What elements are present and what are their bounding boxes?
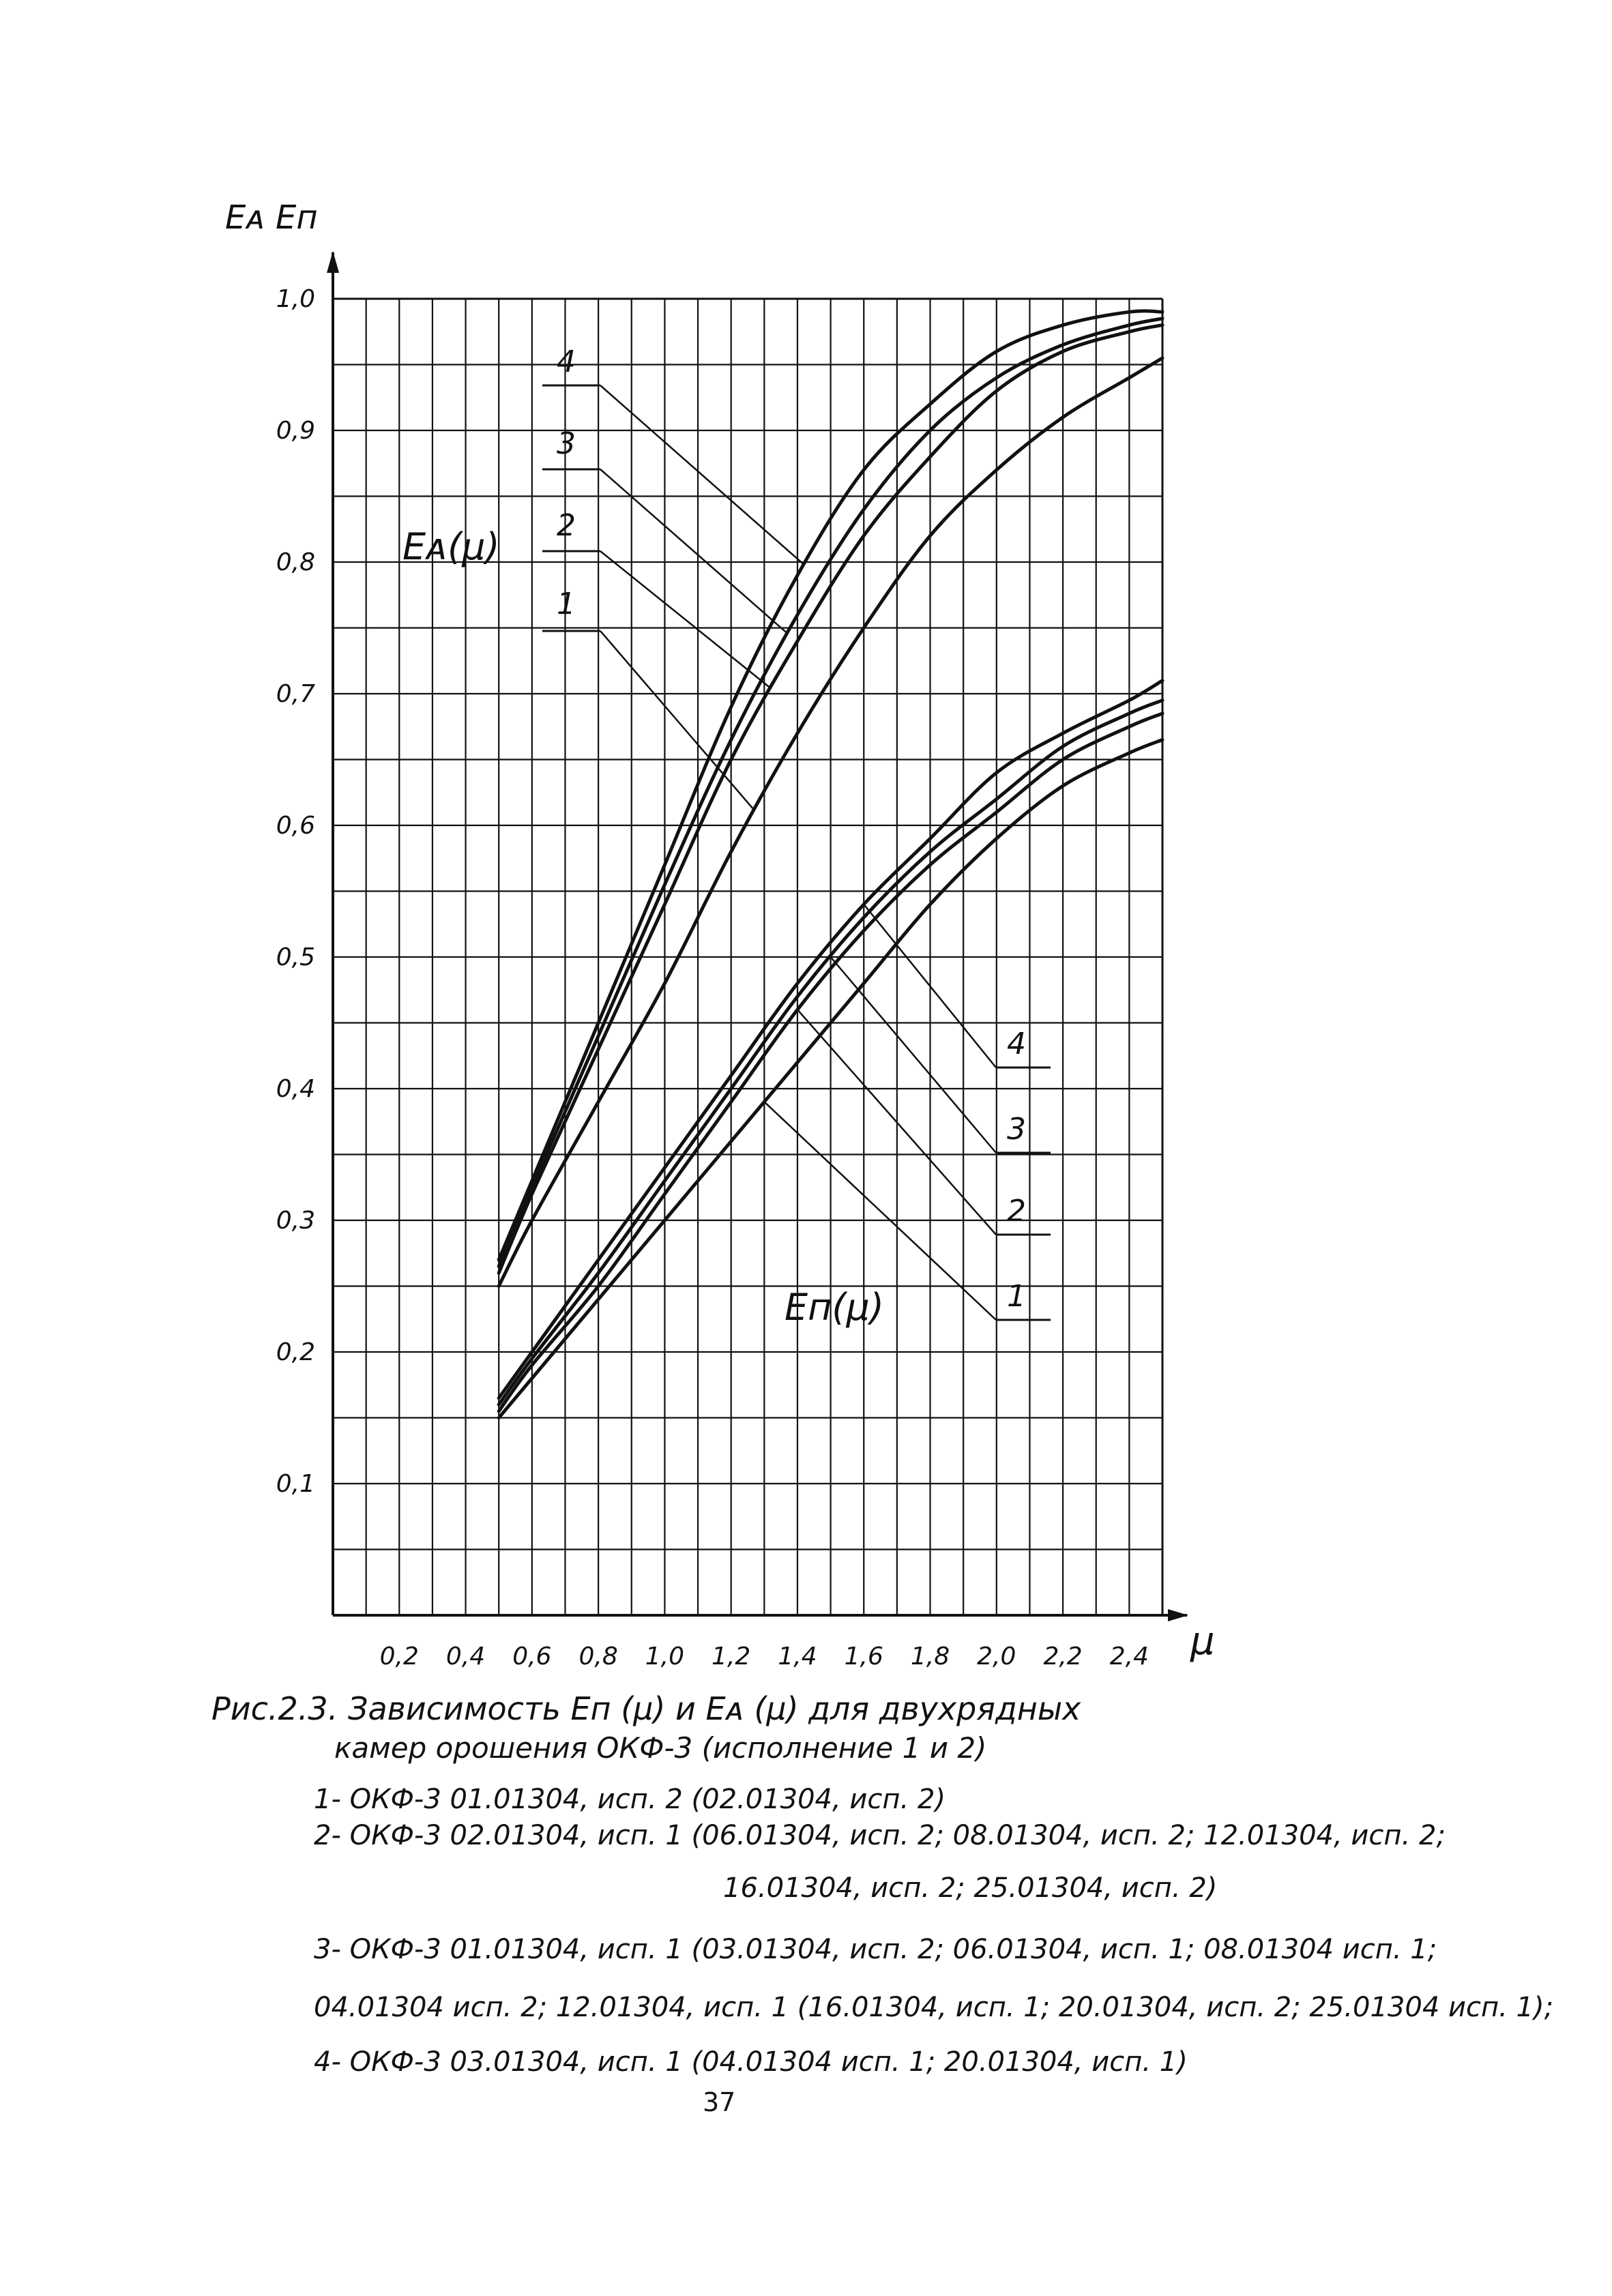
legend-line: 4- ОКФ-3 03.01304, исп. 1 (04.01304 исп. 1; 20.01304, исп. 1) (314, 2046, 1188, 2078)
callout-leader (600, 469, 787, 634)
legend-line: 3- ОКФ-3 01.01304, исп. 1 (03.01304, исп. 2; 06.01304, исп. 1; 08.01304 исп. 1; (314, 1934, 1437, 1965)
legend-line: 04.01304 исп. 2; 12.01304, исп. 1 (16.01304, исп. 1; 20.01304, исп. 2; 25.01304 исп. 1); (314, 1992, 1554, 2023)
curve-label: 4 (557, 344, 576, 379)
x-tick-label: 1,4 (778, 1643, 817, 1671)
y-tick-label: 0,1 (276, 1470, 315, 1498)
y-tick-label: 0,9 (276, 417, 315, 445)
x-tick-label: 1,8 (910, 1643, 950, 1671)
curve-label: 2 (557, 508, 576, 543)
x-axis-title: μ (1190, 1619, 1215, 1664)
y-tick-label: 0,4 (276, 1075, 315, 1103)
page-number: 37 (703, 2087, 736, 2117)
legend-line: 1- ОКФ-3 01.01304, исп. 2 (02.01304, исп. 2) (314, 1784, 946, 1815)
y-tick-label: 0,7 (276, 680, 315, 708)
x-tick-label: 0,4 (445, 1643, 486, 1671)
figure-caption-title: Рис.2.3. Зависимость Eп (μ) и Eᴀ (μ) для двухрядных (211, 1690, 1081, 1727)
tick-labels (276, 285, 1149, 1671)
callout-leader (831, 957, 996, 1153)
curve-label: 3 (557, 426, 576, 461)
legend-line: 2- ОКФ-3 02.01304, исп. 1 (06.01304, исп. 2; 08.01304, исп. 2; 12.01304, исп. 2; (314, 1820, 1446, 1851)
y-axis-title: Eᴀ Eп (225, 198, 318, 237)
x-tick-label: 1,0 (645, 1643, 685, 1671)
x-tick-label: 0,6 (512, 1643, 552, 1671)
y-tick-label: 0,8 (276, 548, 315, 576)
y-tick-label: 0,2 (276, 1338, 315, 1366)
group-label-ea: Eᴀ(μ) (402, 525, 500, 568)
x-tick-label: 1,6 (844, 1643, 883, 1671)
curve-label: 4 (1007, 1027, 1026, 1061)
x-tick-label: 0,2 (379, 1643, 419, 1671)
y-tick-label: 1,0 (276, 285, 315, 313)
x-tick-label: 2,0 (977, 1643, 1016, 1671)
curve-label: 1 (557, 587, 576, 621)
y-tick-label: 0,5 (276, 943, 315, 971)
x-tick-label: 0,8 (578, 1643, 618, 1671)
curve-label: 3 (1007, 1112, 1026, 1147)
x-tick-label: 1,2 (712, 1643, 751, 1671)
grid (333, 299, 1162, 1615)
x-tick-label: 2,2 (1043, 1643, 1083, 1671)
callout-leader (600, 551, 771, 688)
legend-line: 16.01304, исп. 2; 25.01304, исп. 2) (723, 1872, 1218, 1904)
y-tick-label: 0,6 (276, 812, 315, 840)
y-tick-label: 0,3 (276, 1207, 315, 1235)
curve-label: 1 (1007, 1279, 1026, 1314)
y-axis-arrow (327, 251, 339, 273)
x-axis-arrow (1168, 1609, 1188, 1621)
group-label-en: Eп(μ) (785, 1286, 884, 1329)
x-tick-label: 2,4 (1109, 1643, 1149, 1671)
curve-label: 2 (1007, 1194, 1026, 1228)
axes (327, 251, 1188, 1621)
figure-caption-subtitle: камер орошения ОКФ-3 (исполнение 1 и 2) (334, 1731, 987, 1765)
